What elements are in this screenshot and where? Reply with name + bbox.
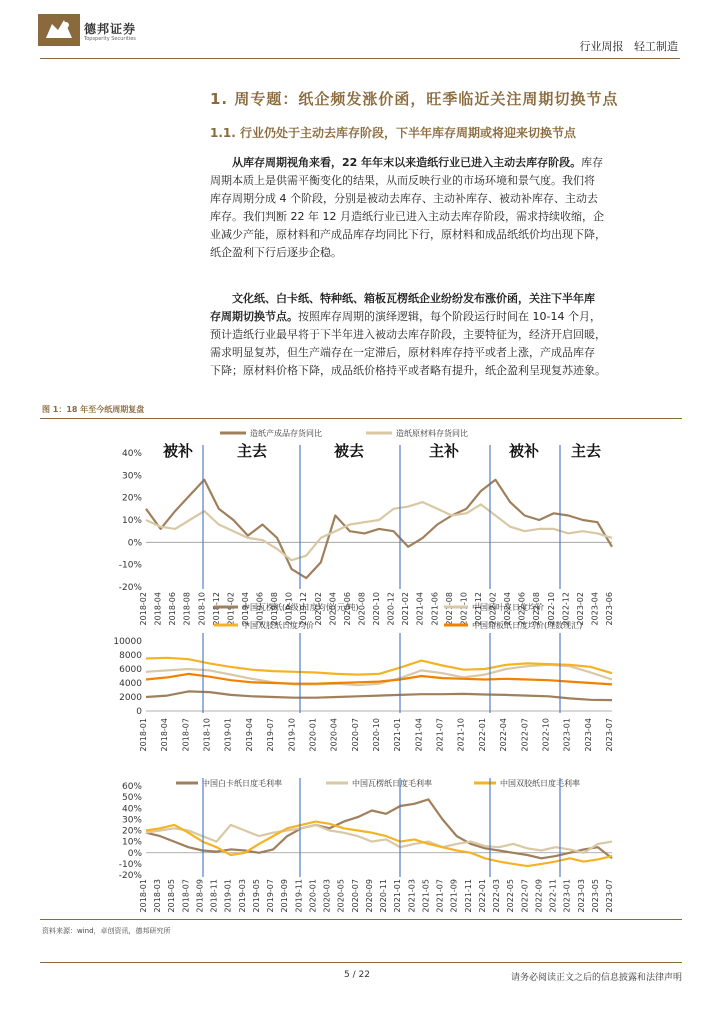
x-tick-label: 2022-06	[517, 592, 527, 626]
subsection-heading: 1.1. 行业仍处于主动去库存阶段，下半年库存周期或将迎来切换节点	[210, 126, 576, 140]
series-line-1-3	[146, 674, 612, 685]
y-tick-label: 6000	[119, 665, 142, 675]
paragraph-1: 从库存周期视角来看，22 年年末以来造纸行业已进入主动去库存阶段。库存 周期本质上是供需平衡变化的结果，从而反映行业的市场环境和景气度。我们将 库存周期分成 4 个阶段，分别是被动去库存、主动补库存、被动补库存、主动去 库存。我们判断 22 年 12 月造纸行业已进入主动去库存阶段，需求持续收缩，企 业减少产能，原材料和产成品库存均同比下行，原材料和成品纸纸价均出现下降， 纸企盈利下行后逐步企稳。	[210, 156, 606, 259]
x-tick-label: 2019-08	[270, 592, 280, 626]
x-tick-label: 2023-05	[590, 879, 600, 913]
x-tick-label: 2022-03	[492, 879, 502, 913]
x-tick-label: 2022-10	[541, 718, 551, 752]
x-tick-label: 2020-11	[379, 879, 389, 913]
x-tick-label: 2018-12	[211, 592, 221, 626]
y-tick-label: 4000	[119, 679, 142, 689]
x-tick-label: 2018-06	[168, 592, 178, 626]
y-tick-label: 0%	[127, 538, 142, 549]
y-tick-label: 40%	[121, 804, 142, 815]
x-tick-label: 2020-07	[350, 879, 360, 913]
x-tick-label: 2021-03	[407, 879, 417, 913]
legend-label: 中国瓦楞纸(A级)日度均价(元/吨)	[242, 603, 359, 612]
x-tick-label: 2018-01	[139, 879, 148, 913]
legend-label: 造纸产成品存货同比	[250, 429, 322, 438]
x-tick-label: 2018-10	[197, 592, 207, 626]
x-tick-label: 2023-06	[605, 592, 614, 626]
x-tick-label: 2021-11	[463, 879, 473, 913]
y-tick-label: 2000	[119, 693, 142, 703]
legend-label: 中国瓦楞纸日度毛利率	[352, 779, 432, 788]
y-tick-label: 30%	[121, 815, 142, 826]
x-tick-label: 2023-04	[583, 718, 593, 752]
x-tick-label: 2019-07	[266, 879, 276, 913]
phase-label: 被去	[333, 442, 365, 460]
header-divider	[40, 58, 680, 59]
y-tick-label: 10%	[121, 837, 142, 848]
x-tick-label: 2020-04	[328, 592, 338, 626]
x-tick-label: 2020-10	[372, 592, 381, 626]
series-line-2-0	[146, 799, 612, 858]
x-tick-label: 2021-10	[459, 592, 469, 626]
x-tick-label: 2018-11	[209, 879, 219, 913]
x-tick-label: 2020-12	[386, 592, 396, 626]
x-tick-label: 2021-08	[444, 592, 454, 626]
x-tick-label: 2023-04	[590, 592, 600, 626]
y-tick-label: 0	[136, 707, 142, 717]
x-tick-label: 2021-09	[449, 879, 459, 913]
series-line-1-0	[146, 691, 612, 700]
x-tick-label: 2022-10	[546, 592, 556, 626]
legend-label: 中国白卡纸日度毛利率	[202, 779, 282, 788]
x-tick-label: 2019-06	[255, 592, 265, 626]
x-tick-label: 2018-05	[167, 879, 177, 913]
figure-title: 图 1：18 年至今纸周期复盘	[42, 405, 145, 414]
y-tick-label: 10%	[121, 516, 142, 526]
x-tick-label: 2018-02	[139, 592, 148, 626]
x-tick-label: 2023-07	[605, 718, 614, 752]
y-tick-label: 8000	[119, 651, 142, 661]
x-tick-label: 2018-08	[182, 592, 192, 626]
x-tick-label: 2022-11	[548, 879, 558, 913]
x-tick-label: 2022-09	[534, 879, 544, 913]
x-tick-label: 2021-07	[435, 718, 445, 752]
disclaimer: 请务必阅读正文之后的信息披露和法律声明	[510, 973, 682, 983]
x-tick-label: 2023-03	[576, 879, 586, 913]
x-tick-label: 2018-10	[202, 718, 212, 752]
x-tick-label: 2021-10	[456, 718, 466, 752]
footer-divider	[40, 962, 682, 963]
x-tick-label: 2020-02	[313, 592, 323, 626]
y-tick-label: -10%	[118, 859, 142, 870]
y-tick-label: 40%	[121, 449, 142, 459]
brand-name-en: Topsperity Securities	[84, 36, 136, 42]
x-tick-label: 2022-01	[477, 718, 487, 752]
x-tick-label: 2020-07	[350, 718, 360, 752]
x-tick-label: 2019-04	[240, 592, 250, 626]
phase-label: 被补	[508, 442, 540, 460]
x-tick-label: 2022-08	[532, 592, 542, 626]
x-tick-label: 2022-04	[499, 718, 509, 752]
x-tick-label: 2018-01	[139, 718, 148, 752]
x-tick-label: 2021-01	[393, 879, 403, 913]
series-line-2-2	[146, 822, 612, 867]
x-tick-label: 2021-01	[393, 718, 403, 752]
x-tick-label: 2018-03	[153, 879, 163, 913]
x-tick-label: 2022-02	[488, 592, 498, 626]
x-tick-label: 2020-05	[336, 879, 346, 913]
y-tick-label: 0%	[127, 848, 142, 859]
x-tick-label: 2019-11	[294, 879, 304, 913]
x-tick-label: 2021-12	[473, 592, 483, 626]
y-tick-label: 60%	[121, 782, 142, 792]
y-tick-label: 50%	[121, 793, 142, 804]
y-tick-label: 20%	[121, 826, 142, 837]
x-tick-label: 2019-05	[251, 879, 261, 913]
series-line-1-2	[146, 658, 612, 675]
x-tick-label: 2020-06	[342, 592, 352, 626]
x-tick-label: 2018-07	[181, 718, 191, 752]
x-tick-label: 2020-04	[329, 718, 339, 752]
x-tick-label: 2019-04	[244, 718, 254, 752]
series-line-0-1	[146, 502, 612, 560]
x-tick-label: 2021-05	[421, 879, 431, 913]
x-tick-label: 2019-01	[223, 879, 233, 913]
phase-label: 主去	[570, 442, 602, 460]
x-tick-label: 2023-02	[575, 592, 585, 626]
x-tick-label: 2020-08	[357, 592, 367, 626]
figure-bottom-rule	[40, 919, 682, 920]
legend-label: 中国箱板纸日度均价(理数现汇)	[472, 621, 583, 630]
x-tick-label: 2023-01	[562, 879, 572, 913]
x-tick-label: 2021-04	[414, 718, 424, 752]
legend-label: 中国双胶纸日度毛利率	[500, 779, 580, 788]
x-tick-label: 2022-12	[561, 592, 571, 626]
header-category: 行业周报 轻工制造	[579, 40, 678, 53]
series-line-0-0	[146, 480, 612, 578]
x-tick-label: 2021-04	[415, 592, 425, 626]
y-tick-label: -20%	[118, 871, 142, 881]
y-tick-label: -20%	[118, 583, 142, 593]
series-line-2-1	[146, 825, 612, 853]
series-line-1-1	[146, 665, 612, 685]
phase-label: 主补	[428, 442, 460, 460]
x-tick-label: 2023-01	[562, 718, 572, 752]
x-tick-label: 2019-10	[284, 592, 294, 626]
x-tick-label: 2019-01	[223, 718, 233, 752]
paragraph-2: 文化纸、白卡纸、特种纸、箱板瓦楞纸企业纷纷发布涨价函，关注下半年库 存周期切换节点。按照库存周期的演绎逻辑，每个阶段运行时间在 10-14 个月， 预计造纸行业最早将于下半年进入被动去库存阶段，主要特征为，经济开启回暖， 需求明显复苏，但生产端存在一定滞后，原材料库存持平或者上涨，产成品库存 下降；原材料价格下降，成品纸价格持平或者略有提升，纸企盈利呈现复苏迹象。	[210, 292, 606, 377]
x-tick-label: 2018-04	[153, 592, 163, 626]
legend-label: 造纸原材料存货同比	[396, 429, 468, 438]
x-tick-label: 2022-01	[477, 879, 487, 913]
x-tick-label: 2019-09	[280, 879, 290, 913]
source-note: 资料来源：wind，卓创资讯，德邦研究所	[42, 927, 171, 935]
x-tick-label: 2022-07	[520, 879, 530, 913]
x-tick-label: 2020-09	[364, 879, 374, 913]
x-tick-label: 2021-06	[430, 592, 440, 626]
y-tick-label: 20%	[121, 493, 142, 504]
company-logo	[38, 14, 80, 46]
x-tick-label: 2018-07	[181, 879, 191, 913]
legend-label: 中国双胶纸日度均价	[242, 621, 314, 630]
x-tick-label: 2020-01	[308, 718, 318, 752]
x-tick-label: 2018-04	[160, 718, 170, 752]
x-tick-label: 2019-07	[266, 718, 276, 752]
phase-label: 主去	[236, 442, 268, 460]
x-tick-label: 2019-12	[299, 592, 309, 626]
x-tick-label: 2019-03	[237, 879, 247, 913]
x-tick-label: 2022-07	[520, 718, 530, 752]
x-tick-label: 2022-05	[506, 879, 516, 913]
x-tick-label: 2019-02	[226, 592, 236, 626]
y-tick-label: -10%	[118, 560, 142, 571]
brand-name: 德邦证券	[84, 22, 137, 36]
x-tick-label: 2019-10	[287, 718, 297, 752]
x-tick-label: 2020-01	[308, 879, 318, 913]
figure-top-rule	[40, 418, 682, 419]
x-tick-label: 2023-07	[605, 879, 614, 913]
x-tick-label: 2022-04	[503, 592, 513, 626]
x-tick-label: 2020-03	[322, 879, 332, 913]
x-tick-label: 2021-02	[401, 592, 411, 626]
section-heading: 1. 周专题：纸企频发涨价函，旺季临近关注周期切换节点	[210, 90, 619, 108]
x-tick-label: 2020-10	[372, 718, 381, 752]
page-number: 5 / 22	[344, 970, 370, 980]
phase-label: 被补	[162, 442, 194, 460]
x-tick-label: 2018-09	[195, 879, 205, 913]
legend-label: 中国阔叶浆日度均价	[472, 603, 544, 612]
y-tick-label: 30%	[121, 471, 142, 482]
y-tick-label: 10000	[113, 637, 142, 647]
x-tick-label: 2021-07	[435, 879, 445, 913]
